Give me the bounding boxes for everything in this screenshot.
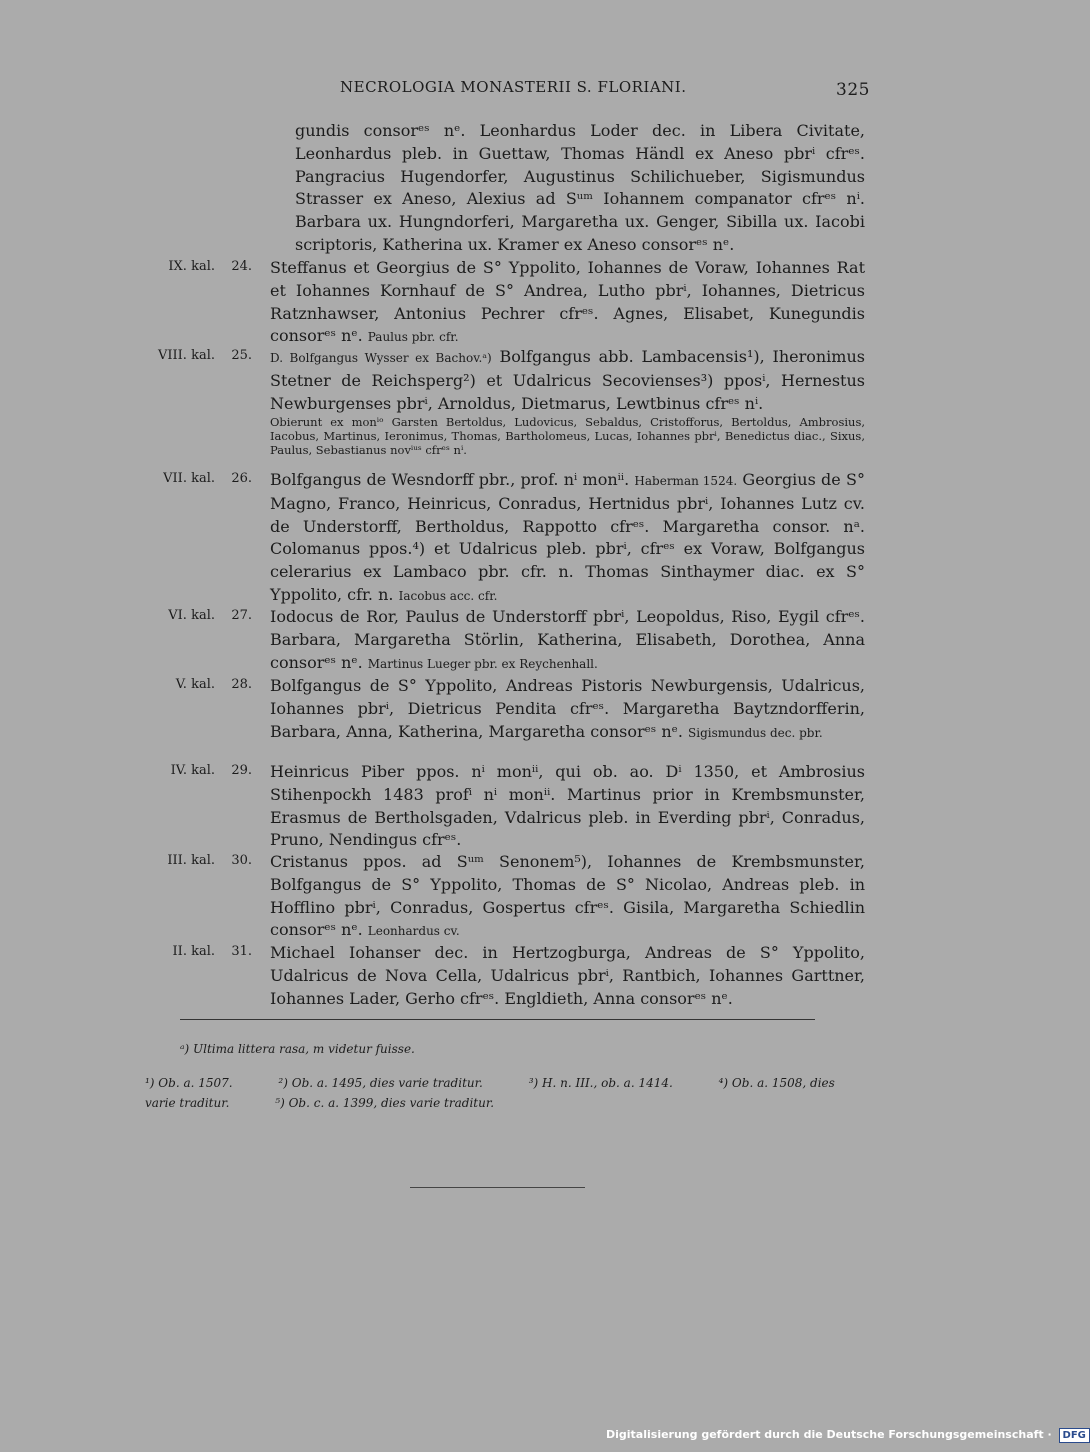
entry-text xyxy=(270,257,865,349)
entry-day: 30. xyxy=(231,853,252,868)
entry-text xyxy=(270,851,865,943)
entry-day: 31. xyxy=(231,944,252,959)
entry-note: Paulus pbr. cfr. xyxy=(367,330,459,345)
entry-day: 24. xyxy=(231,259,252,274)
digitization-credit xyxy=(606,1428,1090,1443)
credit-text: Digitalisierung gefördert durch die Deutsche Forschungsgemeinschaft · xyxy=(606,1428,1052,1441)
entry-note: Sigismundus dec. pbr. xyxy=(688,725,823,740)
entry-body: Cristanus ppos. ad Sᵘᵐ Senonem⁵), Iohannes de Krembsmunster, Bolfgangus de S° Yppolito, Thomas de S° Nicolao, Andreas pleb. in Hofflino pbrⁱ, Conradus, Gospertus cfrᵉˢ. Gisila, Margaretha Schiedlin consorᵉˢ nᵉ. xyxy=(270,852,865,940)
entry-date: V. kal. xyxy=(175,677,215,692)
entry-text: Heinricus Piber ppos. nⁱ monⁱⁱ, qui ob. ao. Dⁱ 1350, et Ambrosius Stihenpockh 1483 profⁱ nⁱ monⁱⁱ. Martinus prior in Krembsmunster, Erasmus de Bertholsgaden, Vdalricus pleb. in Everding pbrⁱ, Conradus, Pruno, Nendingus cfrᵉˢ. xyxy=(270,762,865,850)
entry-date: IX. kal. xyxy=(168,259,215,274)
footnotes-numbered xyxy=(145,1073,865,1113)
entry-text xyxy=(270,675,865,744)
end-rule xyxy=(410,1187,585,1188)
footnote-3: ³) H. n. III., ob. a. 1414. xyxy=(528,1076,673,1090)
footnote-a: ᵃ) Ultima littera rasa, m videtur fuisse. xyxy=(180,1042,415,1056)
footnote-4: ⁴) Ob. a. 1508, dies varie traditur. xyxy=(145,1076,835,1110)
entry-note: Iacobus acc. cfr. xyxy=(398,588,498,603)
running-title: NECROLOGIA MONASTERII S. FLORIANI. xyxy=(340,78,687,96)
entry-text xyxy=(270,346,865,457)
entry-day: 28. xyxy=(231,677,252,692)
entry-body: Bolfgangus abb. Lambacensis¹), Iheronimus Stetner de Reichsperg²) et Udalricus Secovienses³) pposⁱ, Hernestus Newburgenses pbrⁱ, Arnoldus, Dietmarus, Lewtbinus cfrᵉˢ nⁱ. xyxy=(270,347,865,413)
entry-date: VII. kal. xyxy=(163,471,215,486)
dfg-logo: DFG xyxy=(1059,1428,1090,1443)
footnote-1: ¹) Ob. a. 1507. xyxy=(145,1076,233,1090)
entry-body: Steffanus et Georgius de S° Yppolito, Iohannes de Voraw, Iohannes Rat et Iohannes Kornhauf de S° Andrea, Lutho pbrⁱ, Iohannes, Dietricus Ratznhawser, Antonius Pechrer cfrᵉˢ. Agnes, Elisabet, Kunegundis consorᵉˢ nᵉ. xyxy=(270,258,865,346)
entry-date: III. kal. xyxy=(167,853,215,868)
entry-body-cont: Georgius de S° Magno, Franco, Heinricus, Conradus, Hertnidus pbrⁱ, Iohannes Lutz cv. de Understorff, Bertholdus, Rappotto cfrᵉˢ. Margaretha consor. nᵃ. Colomanus ppos.⁴) et Udalricus pleb. pbrⁱ, cfrᵉˢ ex Voraw, Bolfgangus celerarius ex Lambaco pbr. cfr. n. Thomas Sinthaymer diac. ex S° Yppolito, cfr. n. xyxy=(270,470,865,604)
footnote-rule xyxy=(180,1019,815,1020)
entry-body: Bolfgangus de S° Yppolito, Andreas Pistoris Newburgensis, Udalricus, Iohannes pbrⁱ, Dietricus Pendita cfrᵉˢ. Margaretha Baytzndorfferin, Barbara, Anna, Katherina, Margaretha consorᵉˢ nᵉ. xyxy=(270,676,865,741)
entry-text xyxy=(270,606,865,675)
entry-note: Martinus Lueger pbr. ex Reychenhall. xyxy=(367,656,598,671)
footnote-5: ⁵) Ob. c. a. 1399, dies varie traditur. xyxy=(275,1096,495,1110)
entry-note-inline: Haberman 1524. xyxy=(634,474,738,488)
entry-date: VI. kal. xyxy=(168,608,215,623)
entry-note: Leonhardus cv. xyxy=(367,924,460,939)
entry-date: VIII. kal. xyxy=(158,348,215,363)
entry-day: 27. xyxy=(231,608,252,623)
entry-day: 29. xyxy=(231,763,252,778)
entry-text xyxy=(270,469,865,608)
page-number: 325 xyxy=(836,80,870,100)
entry-date: IV. kal. xyxy=(170,763,215,778)
entry-prefix: D. Bolfgangus Wysser ex Bachov.ᵃ) xyxy=(270,351,492,365)
entry-body: Iodocus de Ror, Paulus de Understorff pbrⁱ, Leopoldus, Riso, Eygil cfrᵉˢ. Barbara, Margaretha Störlin, Katherina, Elisabeth, Dorothea, Anna consorᵉˢ nᵉ. xyxy=(270,607,865,672)
entry-note: Obierunt ex monⁱᵒ Garsten Bertoldus, Ludovicus, Sebaldus, Cristofforus, Bertoldus, Ambrosius, Iacobus, Martinus, Ieronimus, Thomas, Bartholomeus, Lucas, Iohannes pbrⁱ, Benedictus diac., Sixus, Paulus, Sebastianus novⁱᵘˢ cfrᵉˢ nⁱ. xyxy=(270,415,865,458)
entry-body: Bolfgangus de Wesndorff pbr., prof. nⁱ monⁱⁱ. xyxy=(270,470,630,489)
entry-date: II. kal. xyxy=(172,944,215,959)
footnote-2: ²) Ob. a. 1495, dies varie traditur. xyxy=(278,1076,483,1090)
entry-day: 26. xyxy=(231,471,252,486)
entry-text: Michael Iohanser dec. in Hertzogburga, Andreas de S° Yppolito, Udalricus de Nova Cella, Udalricus pbrⁱ, Rantbich, Iohannes Garttner, Iohannes Lader, Gerho cfrᵉˢ. Engldieth, Anna consorᵉˢ nᵉ. xyxy=(270,943,865,1008)
entry-day: 25. xyxy=(231,348,252,363)
continuation-text: gundis consorᵉˢ nᵉ. Leonhardus Loder dec. in Libera Civitate, Leonhardus pleb. in Guettaw, Thomas Händl ex Aneso pbrⁱ cfrᵉˢ. Pangracius Hugendorfer, Augustinus Schilichueber, Sigismundus Strasser ex Aneso, Alexius ad Sᵘᵐ Iohannem companator cfrᵉˢ nⁱ. Barbara ux. Hungndorferi, Margaretha ux. Genger, Sibilla ux. Iacobi scriptoris, Katherina ux. Kramer ex Aneso consorᵉˢ nᵉ. xyxy=(295,121,865,254)
